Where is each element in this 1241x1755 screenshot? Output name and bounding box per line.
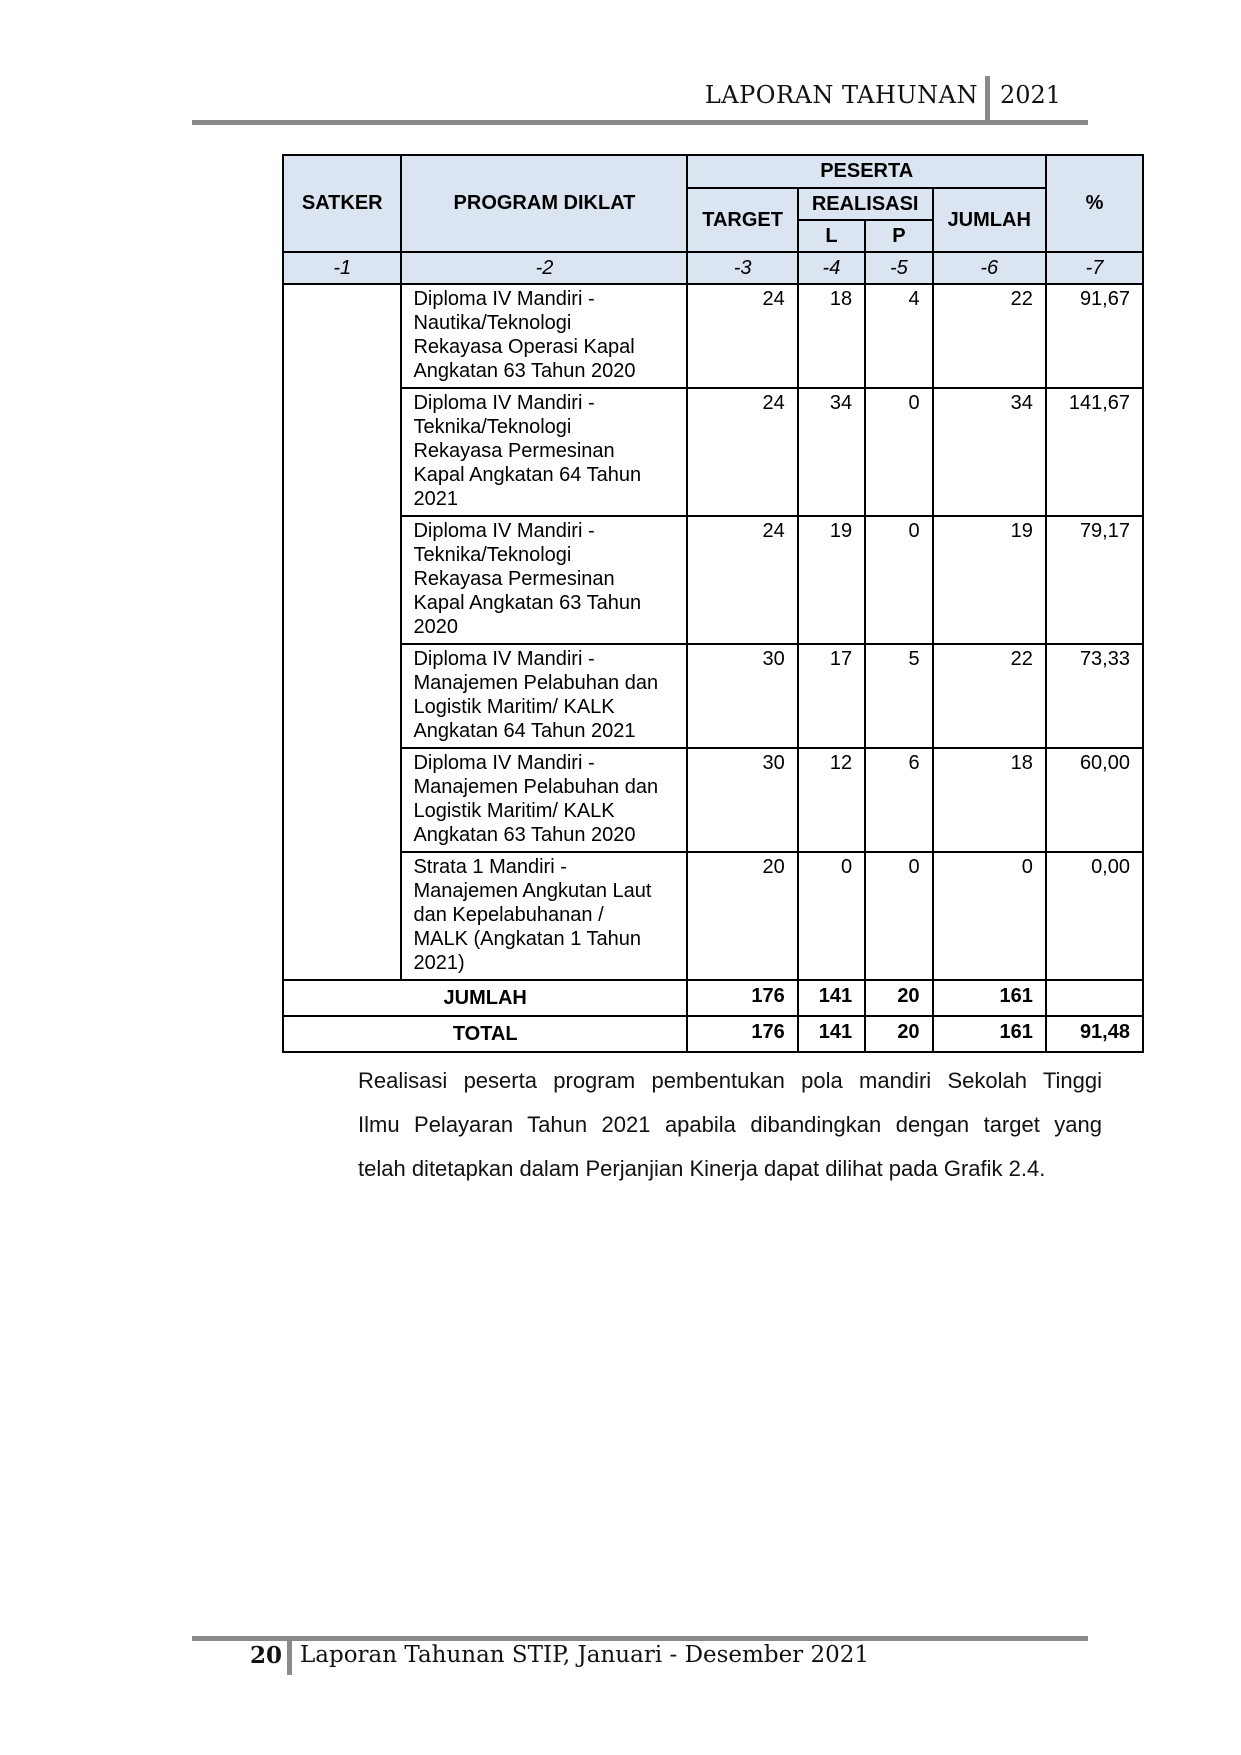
cell-jumlah: 19: [933, 516, 1046, 644]
cell-target: 30: [687, 748, 797, 852]
total-target: 176: [687, 1016, 797, 1052]
table-body: [283, 284, 1143, 980]
program-line: Diploma IV Mandiri -: [413, 288, 595, 310]
cell-p: 0: [865, 388, 932, 516]
total-jumlah: 161: [933, 1016, 1046, 1052]
cell-l: 19: [798, 516, 865, 644]
cell-jumlah: 18: [933, 748, 1046, 852]
footer-separator: [287, 1641, 292, 1675]
total-l: 141: [798, 1016, 865, 1052]
program-line: Angkatan 63 Tahun 2020: [413, 360, 636, 382]
cell-jumlah: 34: [933, 388, 1046, 516]
program-cell: [401, 852, 687, 980]
program-line: Manajemen Pelabuhan dan: [413, 776, 659, 798]
header-l: L: [798, 220, 865, 252]
program-line: Teknika/Teknologi: [413, 416, 572, 438]
header-year: 2021: [1000, 81, 1062, 109]
body-paragraph: [358, 1059, 1102, 1191]
col-number: -7: [1046, 252, 1143, 284]
cell-percent: 73,33: [1046, 644, 1143, 748]
header-program: PROGRAM DIKLAT: [401, 155, 687, 252]
cell-percent: 141,67: [1046, 388, 1143, 516]
cell-l: 34: [798, 388, 865, 516]
satker-cell: [283, 284, 401, 980]
cell-target: 20: [687, 852, 797, 980]
jumlah-l: 141: [798, 980, 865, 1016]
jumlah-label: JUMLAH: [283, 980, 687, 1016]
footer-page-number: 20: [250, 1642, 283, 1669]
program-line: Teknika/Teknologi: [413, 544, 572, 566]
col-number: -1: [283, 252, 401, 284]
col-number: -2: [401, 252, 687, 284]
total-row: [283, 1016, 1143, 1052]
program-line: Manajemen Pelabuhan dan: [413, 672, 659, 694]
header-rule: [192, 120, 1088, 125]
jumlah-target: 176: [687, 980, 797, 1016]
cell-target: 24: [687, 284, 797, 388]
cell-target: 30: [687, 644, 797, 748]
program-line: Kapal Angkatan 63 Tahun: [413, 592, 642, 614]
table-row: [283, 516, 1143, 644]
program-cell: [401, 748, 687, 852]
page-header: [0, 60, 1241, 130]
table-row: [283, 284, 1143, 388]
program-line: Logistik Maritim/ KALK: [413, 696, 615, 718]
header-satker: SATKER: [283, 155, 401, 252]
program-line: Kapal Angkatan 64 Tahun: [413, 464, 642, 486]
program-cell: [401, 516, 687, 644]
paragraph-line: telah ditetapkan dalam Perjanjian Kinerja dapat dilihat pada Grafik 2.4.: [358, 1156, 1046, 1181]
table-row: [283, 644, 1143, 748]
total-label: TOTAL: [283, 1016, 687, 1052]
cell-p: 6: [865, 748, 932, 852]
table-row: [283, 852, 1143, 980]
table-row: [283, 388, 1143, 516]
program-line: Rekayasa Operasi Kapal: [413, 336, 635, 358]
cell-jumlah: 0: [933, 852, 1046, 980]
header-title: LAPORAN TAHUNAN: [704, 81, 978, 109]
program-line: Strata 1 Mandiri -: [413, 856, 567, 878]
footer-rule: [192, 1636, 1088, 1641]
program-line: Nautika/Teknologi: [413, 312, 572, 334]
program-line: Angkatan 63 Tahun 2020: [413, 824, 636, 846]
cell-p: 0: [865, 516, 932, 644]
program-line: Manajemen Angkutan Laut: [413, 880, 652, 902]
cell-l: 12: [798, 748, 865, 852]
total-p: 20: [865, 1016, 932, 1052]
program-line: dan Kepelabuhanan /: [413, 904, 604, 926]
col-number: -3: [687, 252, 797, 284]
cell-percent: 91,67: [1046, 284, 1143, 388]
cell-jumlah: 22: [933, 644, 1046, 748]
cell-l: 18: [798, 284, 865, 388]
header-realisasi: REALISASI: [798, 188, 933, 220]
program-line: Diploma IV Mandiri -: [413, 648, 595, 670]
program-line: Diploma IV Mandiri -: [413, 752, 595, 774]
program-line: Diploma IV Mandiri -: [413, 520, 595, 542]
program-line: 2021): [413, 952, 465, 974]
header-target: TARGET: [687, 188, 797, 252]
program-cell: [401, 644, 687, 748]
cell-percent: 60,00: [1046, 748, 1143, 852]
col-number: -4: [798, 252, 865, 284]
total-percent: 91,48: [1046, 1016, 1143, 1052]
table-row: [283, 748, 1143, 852]
cell-p: 4: [865, 284, 932, 388]
header-jumlah: JUMLAH: [933, 188, 1046, 252]
paragraph-line: Ilmu Pelayaran Tahun 2021 apabila dibandingkan dengan target yang: [358, 1112, 1102, 1137]
program-line: 2021: [413, 488, 458, 510]
cell-target: 24: [687, 516, 797, 644]
header-percent: %: [1046, 155, 1143, 252]
header-peserta: PESERTA: [687, 155, 1045, 188]
header-p: P: [865, 220, 932, 252]
program-line: Diploma IV Mandiri -: [413, 392, 595, 414]
peserta-table: [282, 154, 1144, 1053]
jumlah-row: [283, 980, 1143, 1016]
cell-l: 0: [798, 852, 865, 980]
jumlah-p: 20: [865, 980, 932, 1016]
cell-l: 17: [798, 644, 865, 748]
program-cell: [401, 388, 687, 516]
program-line: 2020: [413, 616, 458, 638]
cell-target: 24: [687, 388, 797, 516]
col-number: -5: [865, 252, 932, 284]
paragraph-line: Realisasi peserta program pembentukan pola mandiri Sekolah Tinggi: [358, 1068, 1102, 1093]
program-line: Rekayasa Permesinan: [413, 440, 615, 462]
col-number: -6: [933, 252, 1046, 284]
column-number-row: [283, 252, 1143, 284]
header-separator: [985, 76, 990, 122]
footer-text: Laporan Tahunan STIP, Januari - Desember 2021: [300, 1642, 870, 1668]
program-line: Logistik Maritim/ KALK: [413, 800, 615, 822]
jumlah-percent: [1046, 980, 1143, 1016]
program-line: Rekayasa Permesinan: [413, 568, 615, 590]
cell-jumlah: 22: [933, 284, 1046, 388]
program-line: MALK (Angkatan 1 Tahun: [413, 928, 642, 950]
cell-percent: 79,17: [1046, 516, 1143, 644]
jumlah-jumlah: 161: [933, 980, 1046, 1016]
cell-p: 5: [865, 644, 932, 748]
cell-p: 0: [865, 852, 932, 980]
cell-percent: 0,00: [1046, 852, 1143, 980]
program-line: Angkatan 64 Tahun 2021: [413, 720, 636, 742]
program-cell: [401, 284, 687, 388]
